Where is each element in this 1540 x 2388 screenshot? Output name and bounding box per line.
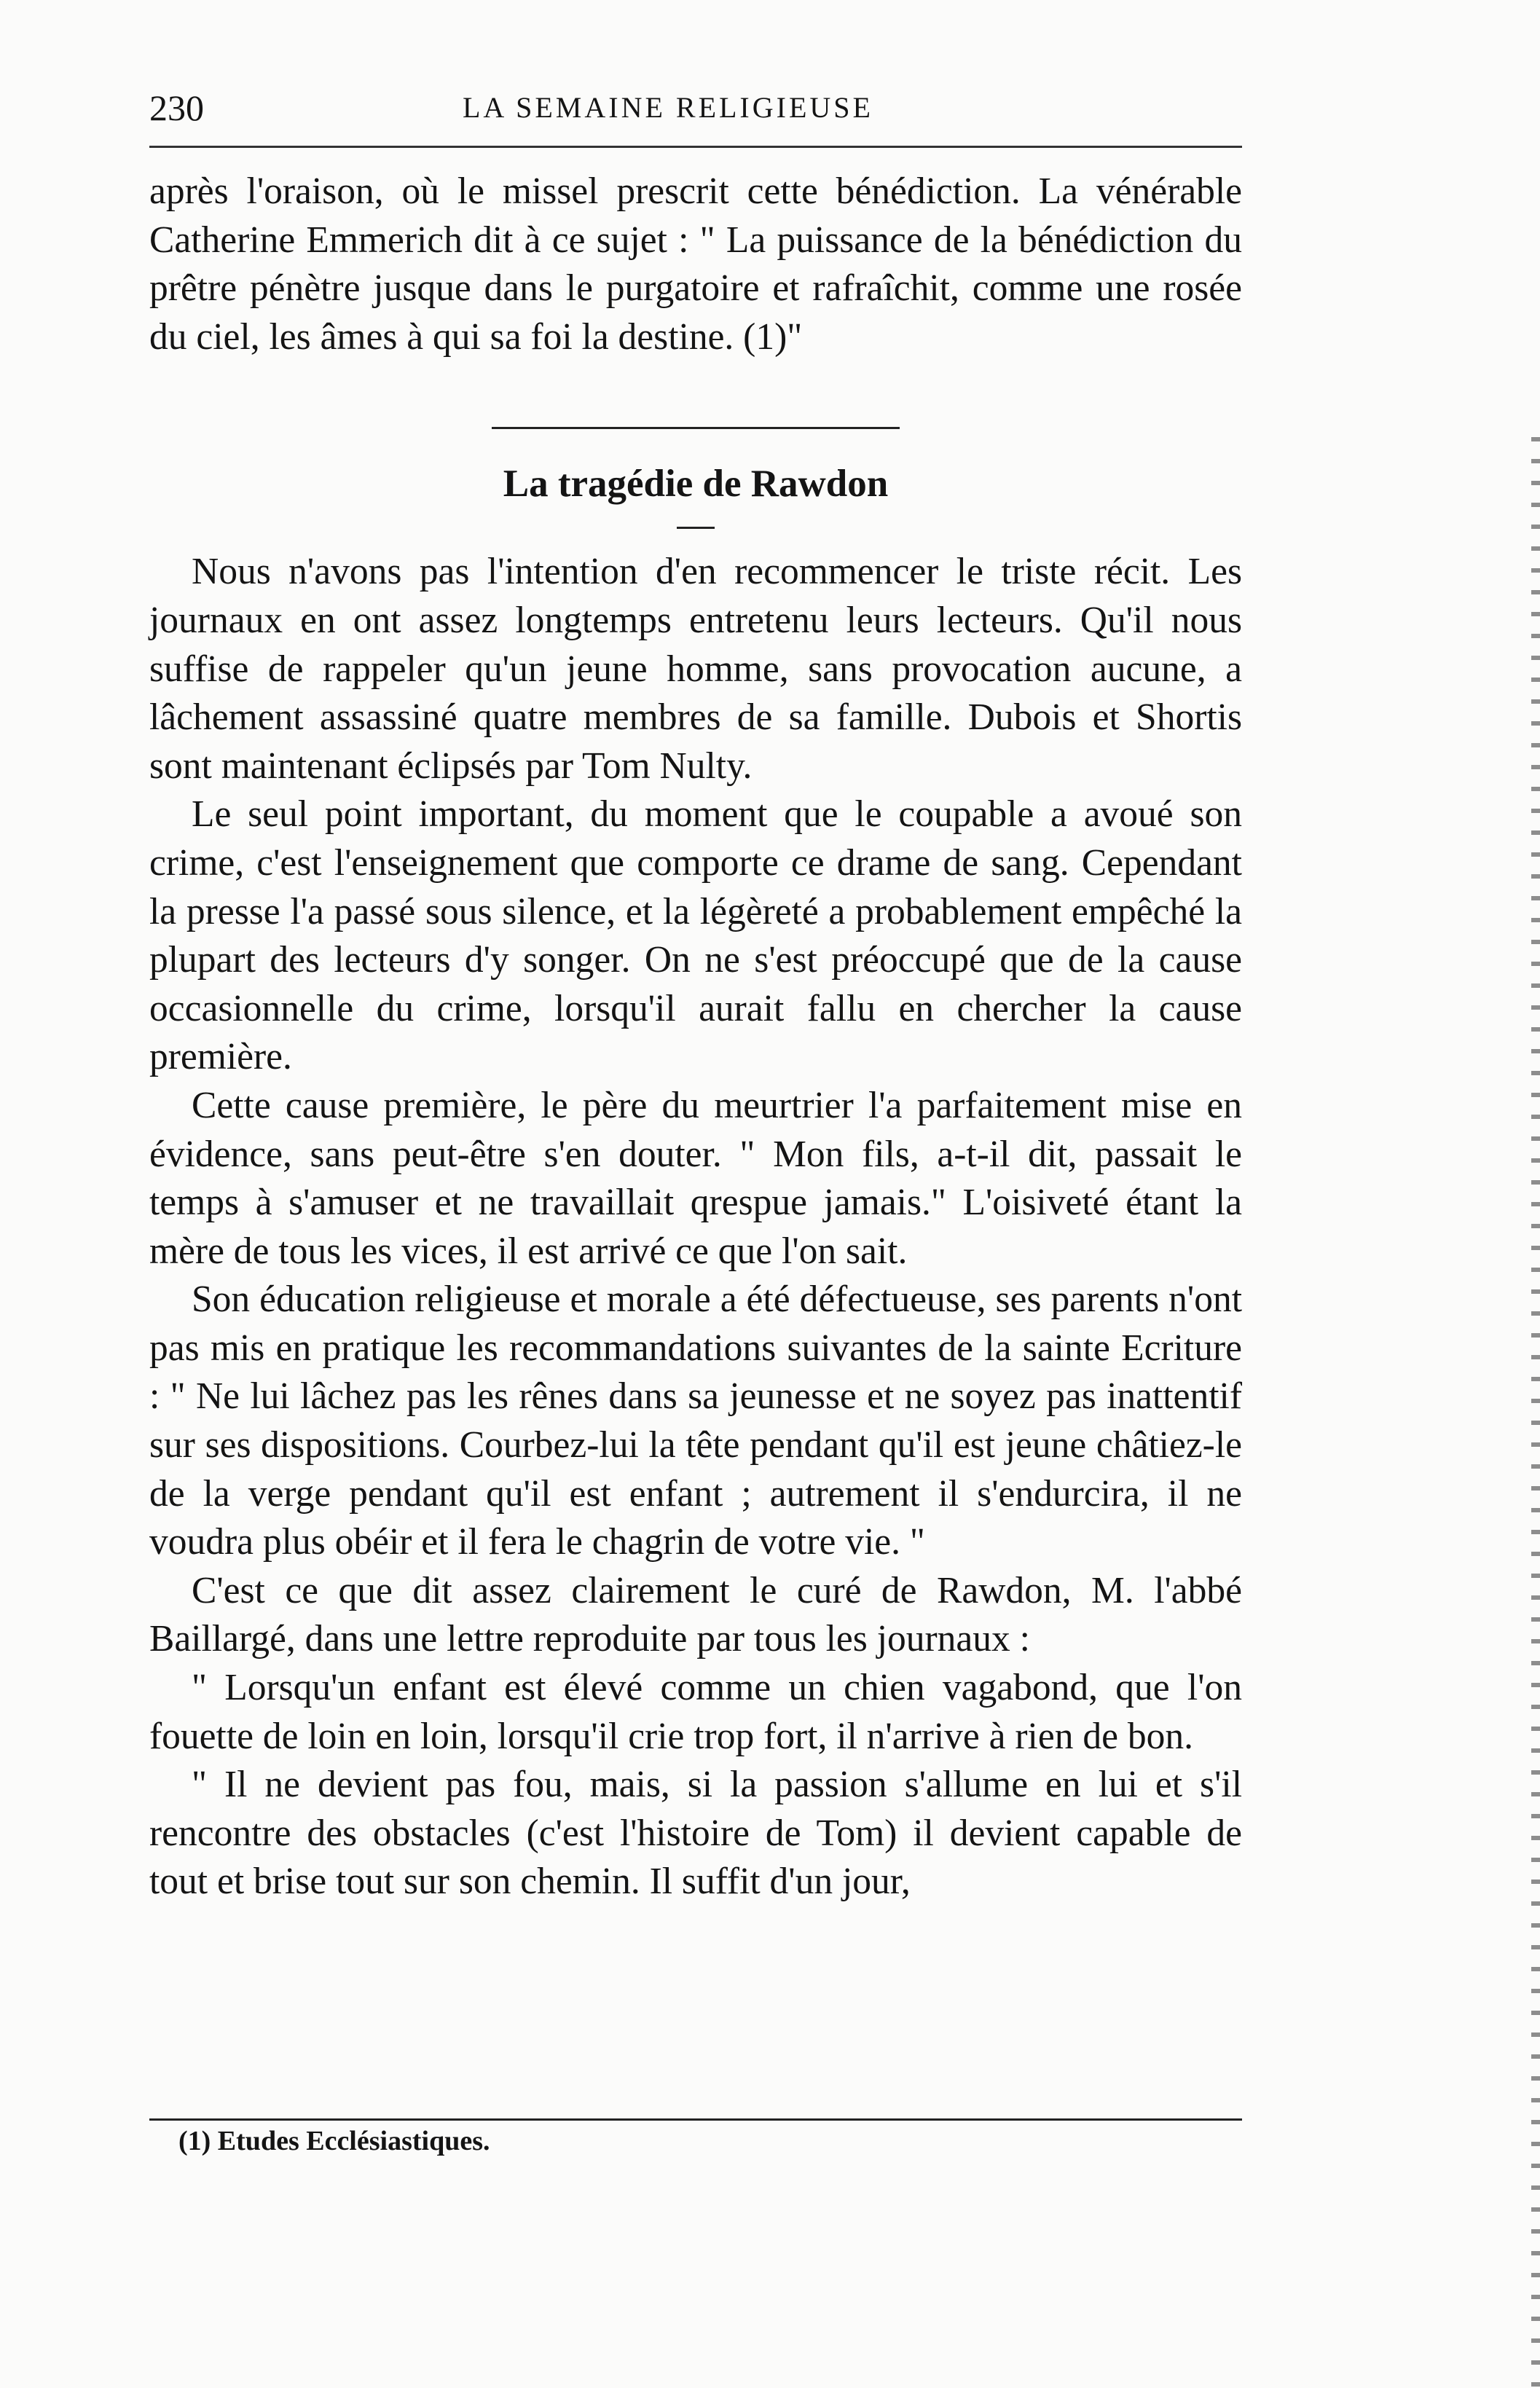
paragraph: C'est ce que dit assez clairement le curé de Rawdon, M. l'abbé Baillargé, dans une lettre reproduite par tous les journaux : xyxy=(149,1569,1242,1660)
title-dash xyxy=(677,527,715,529)
footnote: (1) Etudes Ecclésiastiques. xyxy=(178,2126,490,2156)
paragraph: Cette cause première, le père du meurtrier l'a parfaitement mise en évidence, sans peut-être s'en douter. " Mon fils, a-t-il dit, passait le temps à s'amuser et ne travaillait qrespue jamais." L'oisiveté étant la mère de tous les vices, il est arrivé ce que l'on sait. xyxy=(149,1084,1242,1272)
paragraph: " Lorsqu'un enfant est élevé comme un chien vagabond, que l'on fouette de loin en loin, lorsqu'il crie trop fort, il n'arrive à rien de bon. xyxy=(149,1667,1242,1757)
paragraph: " Il ne devient pas fou, mais, si la passion s'allume en lui et s'il rencontre des obstacles (c'est l'histoire de Tom) il devient capable de tout et brise tout sur son chemin. Il suffit d'un jour, xyxy=(149,1764,1242,1903)
paragraph: Son éducation religieuse et morale a été défectueuse, ses parents n'ont pas mis en pratique les recommandations suivantes de la sainte Ecriture : " Ne lui lâchez pas les rênes dans sa jeunesse et ne soyez pas inattentif sur ses dispositions. Courbez-lui la tête pendant qu'il est jeune châtiez-le de la verge pendant qu'il est enfant ; autrement il s'endurcira, il ne voudra plus obéir et il fera le chagrin de votre vie. " xyxy=(149,1279,1242,1563)
page-number: 230 xyxy=(149,87,204,128)
paragraph: Le seul point important, du moment que le coupable a avoué son crime, c'est l'enseignement que comporte ce drame de sang. Cependant la presse l'a passé sous silence, et la légèreté a probablement empêché la plupart des lecteurs d'y songer. On ne s'est préoccupé que de la cause occasionnelle du crime, lorsqu'il aurait fallu en chercher la cause première. xyxy=(149,793,1242,1078)
running-head: LA SEMAINE RELIGIEUSE xyxy=(463,91,873,124)
intro-paragraph: après l'oraison, où le missel prescrit cette bénédiction. La vénérable Catherine Emmerich dit à ce sujet : " La puissance de la bénédiction du prêtre pénètre jusque dans le purgatoire et rafraîchit, comme une rosée du ciel, les âmes à qui sa foi la destine. (1)" xyxy=(149,170,1242,358)
section-separator-rule xyxy=(492,427,900,429)
section-title: La tragédie de Rawdon xyxy=(503,463,889,506)
footnote-rule xyxy=(149,2118,1242,2121)
body-text xyxy=(149,168,1242,1906)
page-header xyxy=(149,79,1242,137)
header-rule xyxy=(149,146,1242,148)
scan-edge-marks xyxy=(1531,437,1540,2388)
paragraph: Nous n'avons pas l'intention d'en recommencer le triste récit. Les journaux en ont assez longtemps entretenu leurs lecteurs. Qu'il nous suffise de rappeler qu'un jeune homme, sans provocation aucune, a lâchement assassiné quatre membres de sa famille. Dubois et Shortis sont maintenant éclipsés par Tom Nulty. xyxy=(149,551,1242,787)
